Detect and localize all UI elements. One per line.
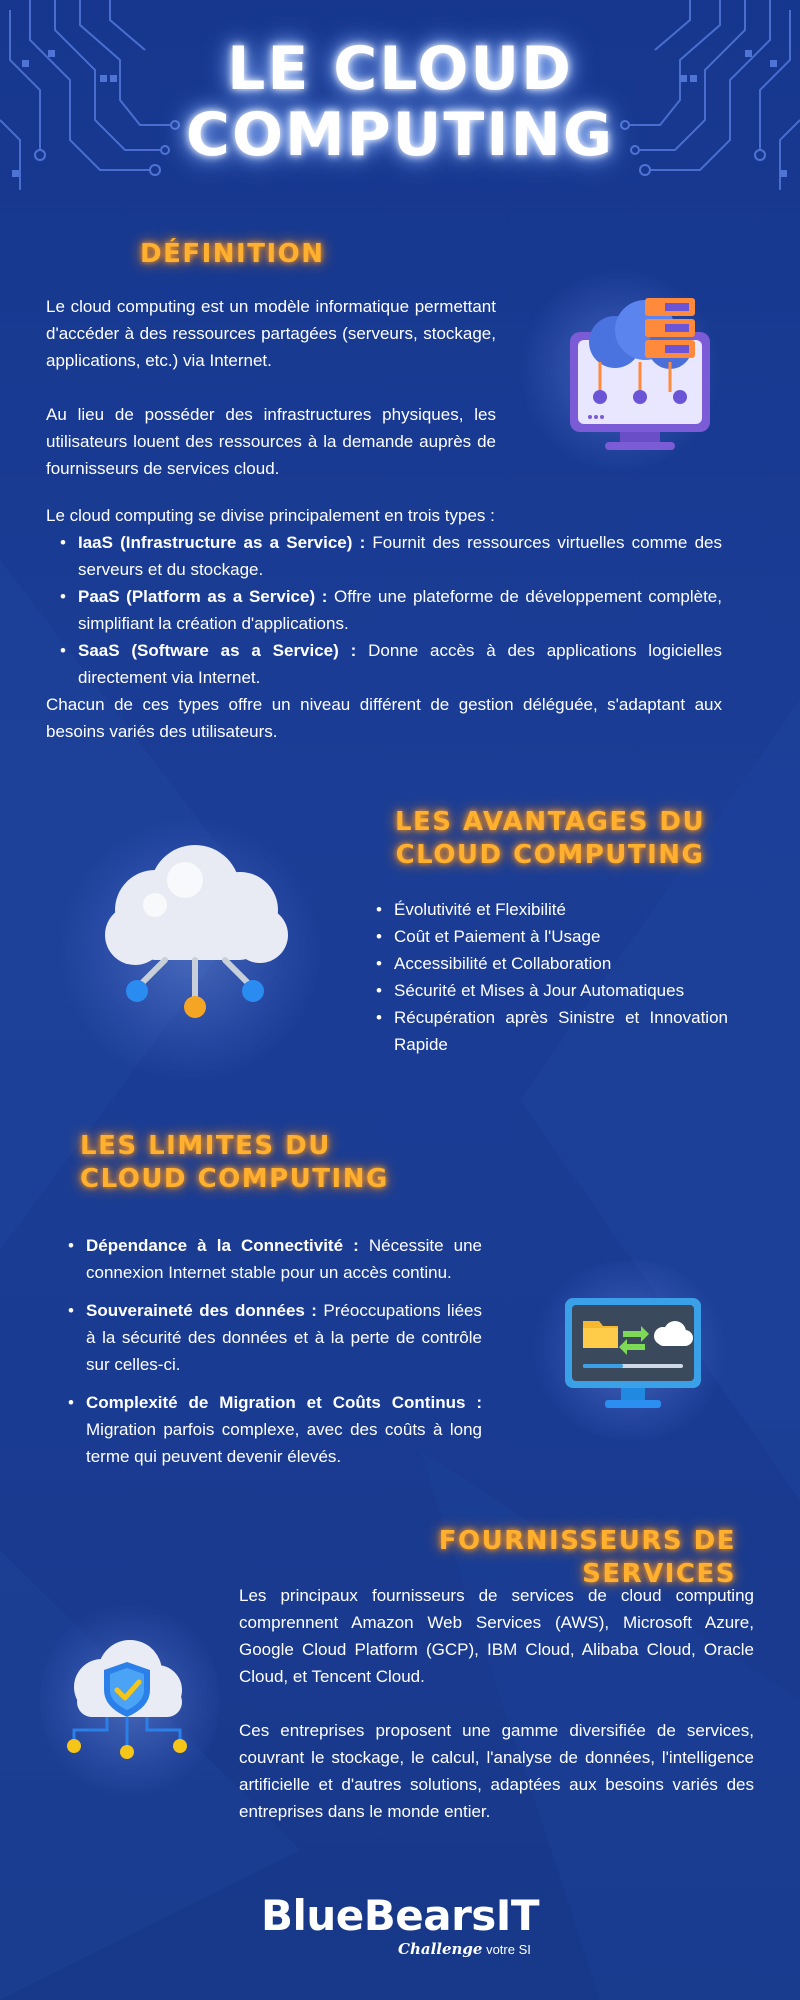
list-item: • Évolutivité et Flexibilité [374,896,728,923]
definition-heading: DÉFINITION [140,239,325,269]
cloud-server-monitor-icon [560,292,720,462]
providers-paragraph-1: Les principaux fournisseurs de services de cloud computing comprennent Amazon Web Services (AWS), Microsoft Azure, Google Cloud Platform (GCP), IBM Cloud, Alibaba Cloud, Oracle Cloud, et Tencent Cloud. [239,1586,754,1686]
type-description: Offre une plateforme de développement complète, simplifiant la création d'applications. [78,587,722,633]
title-line-1: LE CLOUD [227,34,573,104]
list-item: • Coût et Paiement à l'Usage [374,923,728,950]
definition-types-outro: Chacun de ces types offre un niveau différent de gestion déléguée, s'adaptant aux besoins variés des utilisateurs. [46,695,722,741]
list-item: • Sécurité et Mises à Jour Automatiques [374,977,728,1004]
limit-description: Nécessite une connexion Internet stable pour un accès continu. [86,1236,482,1282]
list-item [66,1297,482,1378]
limits-heading-line-1: LES LIMITES DU [80,1131,331,1161]
limit-term: Dépendance à la Connectivité : [86,1236,359,1255]
definition-types-intro: Le cloud computing se divise principalement en trois types : [46,506,495,525]
list-item [58,529,722,583]
type-term: IaaS (Infrastructure as a Service) : [78,533,366,552]
advantages-heading [380,806,720,872]
cloud-shield-icon [62,1632,192,1762]
brand-name: BlueBearsIT [260,1891,540,1940]
list-item: • Récupération après Sinistre et Innovation Rapide [374,1004,728,1058]
limits-list [66,1232,482,1470]
file-transfer-monitor-icon [563,1296,703,1421]
cloud-network-icon [95,835,295,1025]
limits-heading-line-2: CLOUD COMPUTING [80,1164,389,1194]
type-term: SaaS (Software as a Service) : [78,641,357,660]
advantages-heading-line-1: LES AVANTAGES DU [394,807,706,837]
list-item: • Accessibilité et Collaboration [374,950,728,977]
type-description: Donne accès à des applications logicielles directement via Internet. [78,641,722,687]
brand-tagline [398,1940,531,1959]
limit-term: Complexité de Migration et Coûts Continus : [86,1393,482,1412]
page-title [0,36,800,168]
definition-paragraph-1: Le cloud computing est un modèle informatique permettant d'accéder à des ressources partagées (serveurs, stockage, applications, etc.) via Internet. [46,297,496,370]
title-line-2: COMPUTING [185,100,615,170]
list-item [66,1232,482,1286]
list-item [66,1389,482,1470]
definition-types-block [46,502,722,745]
list-item [58,583,722,637]
brand-tagline-script: Challenge [398,1940,483,1958]
definition-intro-text [46,293,496,482]
type-description: Fournit des ressources virtuelles comme des serveurs et du stockage. [78,533,722,579]
limits-text [66,1232,482,1470]
list-item [58,637,722,691]
providers-heading: FOURNISSEURS DE SERVICES [438,1526,736,1589]
type-term: PaaS (Platform as a Service) : [78,587,328,606]
advantages-list [374,896,728,1058]
advantages-text [374,896,728,1058]
cloud-types-list [46,529,722,691]
definition-paragraph-2: Au lieu de posséder des infrastructures physiques, les utilisateurs louent des ressources à la demande auprès de fournisseurs de services cloud. [46,405,496,478]
limit-term: Souveraineté des données : [86,1301,317,1320]
providers-text [239,1582,754,1825]
limits-heading [80,1130,400,1196]
advantages-heading-line-2: CLOUD COMPUTING [395,840,705,870]
limit-description: Préoccupations liées à la sécurité des données et à la perte de contrôle sur celles-ci. [86,1301,483,1374]
limit-description: Migration parfois complexe, avec des coûts à long terme qui peuvent devenir élevés. [86,1420,482,1466]
brand-tagline-rest: votre SI [486,1942,531,1957]
brand-logo [240,1891,560,1958]
providers-paragraph-2: Ces entreprises proposent une gamme diversifiée de services, couvrant le stockage, le calcul, l'analyse de données, l'intelligence artificielle et d'autres solutions, adaptées aux besoins variés des entreprises dans le monde entier. [239,1721,754,1821]
